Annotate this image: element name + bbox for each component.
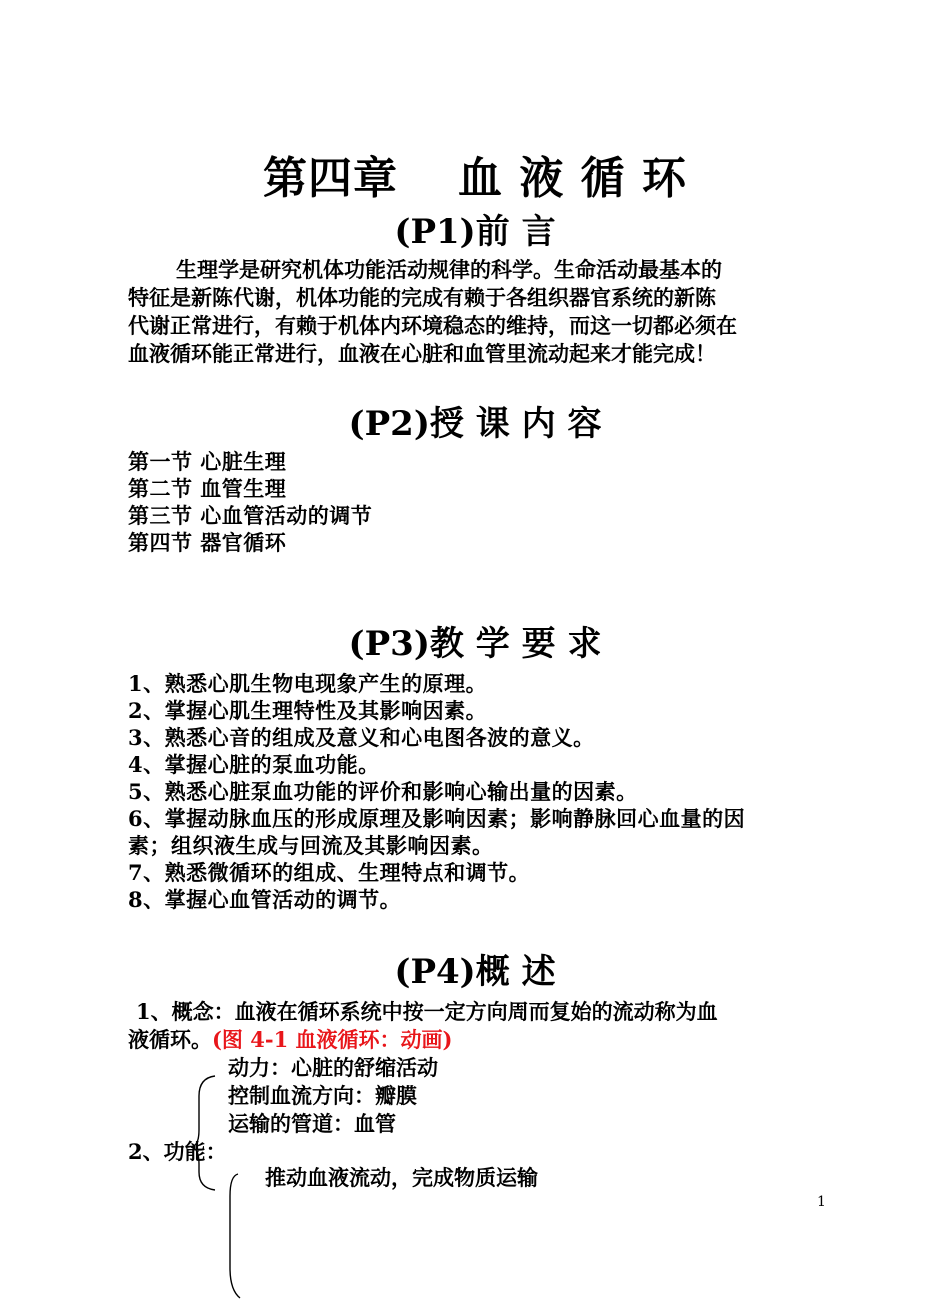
paragraph-line: 特征是新陈代谢，机体功能的完成有赖于各组织器官系统的新陈 — [128, 285, 716, 310]
brace-small — [191, 1076, 215, 1190]
list-item: 5、熟悉心脏泵血功能的评价和影响心输出量的因素。 — [128, 779, 638, 804]
function-item: 推动血液流动，完成物质运输 — [265, 1165, 538, 1190]
list-item: 第三节 心血管活动的调节 — [128, 503, 373, 528]
chapter-title-text: 血 液 循 环 — [458, 153, 687, 204]
list-item: 1、熟悉心肌生物电现象产生的原理。 — [128, 671, 488, 696]
list-item: 3、熟悉心音的组成及意义和心电图各波的意义。 — [128, 725, 595, 750]
function-sub-item: 运输的管道：血管 — [228, 1111, 396, 1136]
function-label: 2、功能： — [128, 1139, 227, 1164]
list-item: 7、熟悉微循环的组成、生理特点和调节。 — [128, 860, 531, 885]
list-item: 第一节 心脏生理 — [128, 449, 287, 474]
list-item: 2、掌握心肌生理特性及其影响因素。 — [128, 698, 488, 723]
list-item: 素；组织液生成与回流及其影响因素。 — [128, 833, 494, 858]
concept-line: 1、概念：血液在循环系统中按一定方向周而复始的流动称为血 — [136, 999, 718, 1024]
concept-line-text: 液循环。 — [128, 1027, 212, 1052]
section-heading-p3: (P3)教 学 要 求 — [348, 624, 602, 664]
brace-large — [230, 1174, 240, 1298]
paragraph-line: 生理学是研究机体功能活动规律的科学。生命活动最基本的 — [176, 257, 722, 282]
list-item: 第四节 器官循环 — [128, 530, 287, 555]
list-item: 第二节 血管生理 — [128, 476, 287, 501]
figure-reference: (图 4-1 血液循环：动画) — [212, 1027, 453, 1052]
chapter-title-number: 第四章 — [263, 153, 399, 204]
list-item: 4、掌握心脏的泵血功能。 — [128, 752, 380, 777]
section-heading-p2: (P2)授 课 内 容 — [348, 404, 602, 444]
list-item: 6、掌握动脉血压的形成原理及影响因素；影响静脉回心血量的因 — [128, 806, 746, 831]
function-sub-item: 控制血流方向：瓣膜 — [228, 1083, 417, 1108]
section-heading-p4: (P4)概 述 — [394, 952, 556, 992]
page-number: 1 — [817, 1194, 826, 1210]
list-item: 8、掌握心血管活动的调节。 — [128, 887, 402, 912]
paragraph-line: 代谢正常进行，有赖于机体内环境稳态的维持，而这一切都必须在 — [128, 313, 737, 338]
paragraph-line: 血液循环能正常进行，血液在心脏和血管里流动起来才能完成！ — [128, 341, 716, 366]
section-heading-p1: (P1)前 言 — [394, 212, 556, 252]
function-sub-item: 动力：心脏的舒缩活动 — [228, 1055, 438, 1080]
